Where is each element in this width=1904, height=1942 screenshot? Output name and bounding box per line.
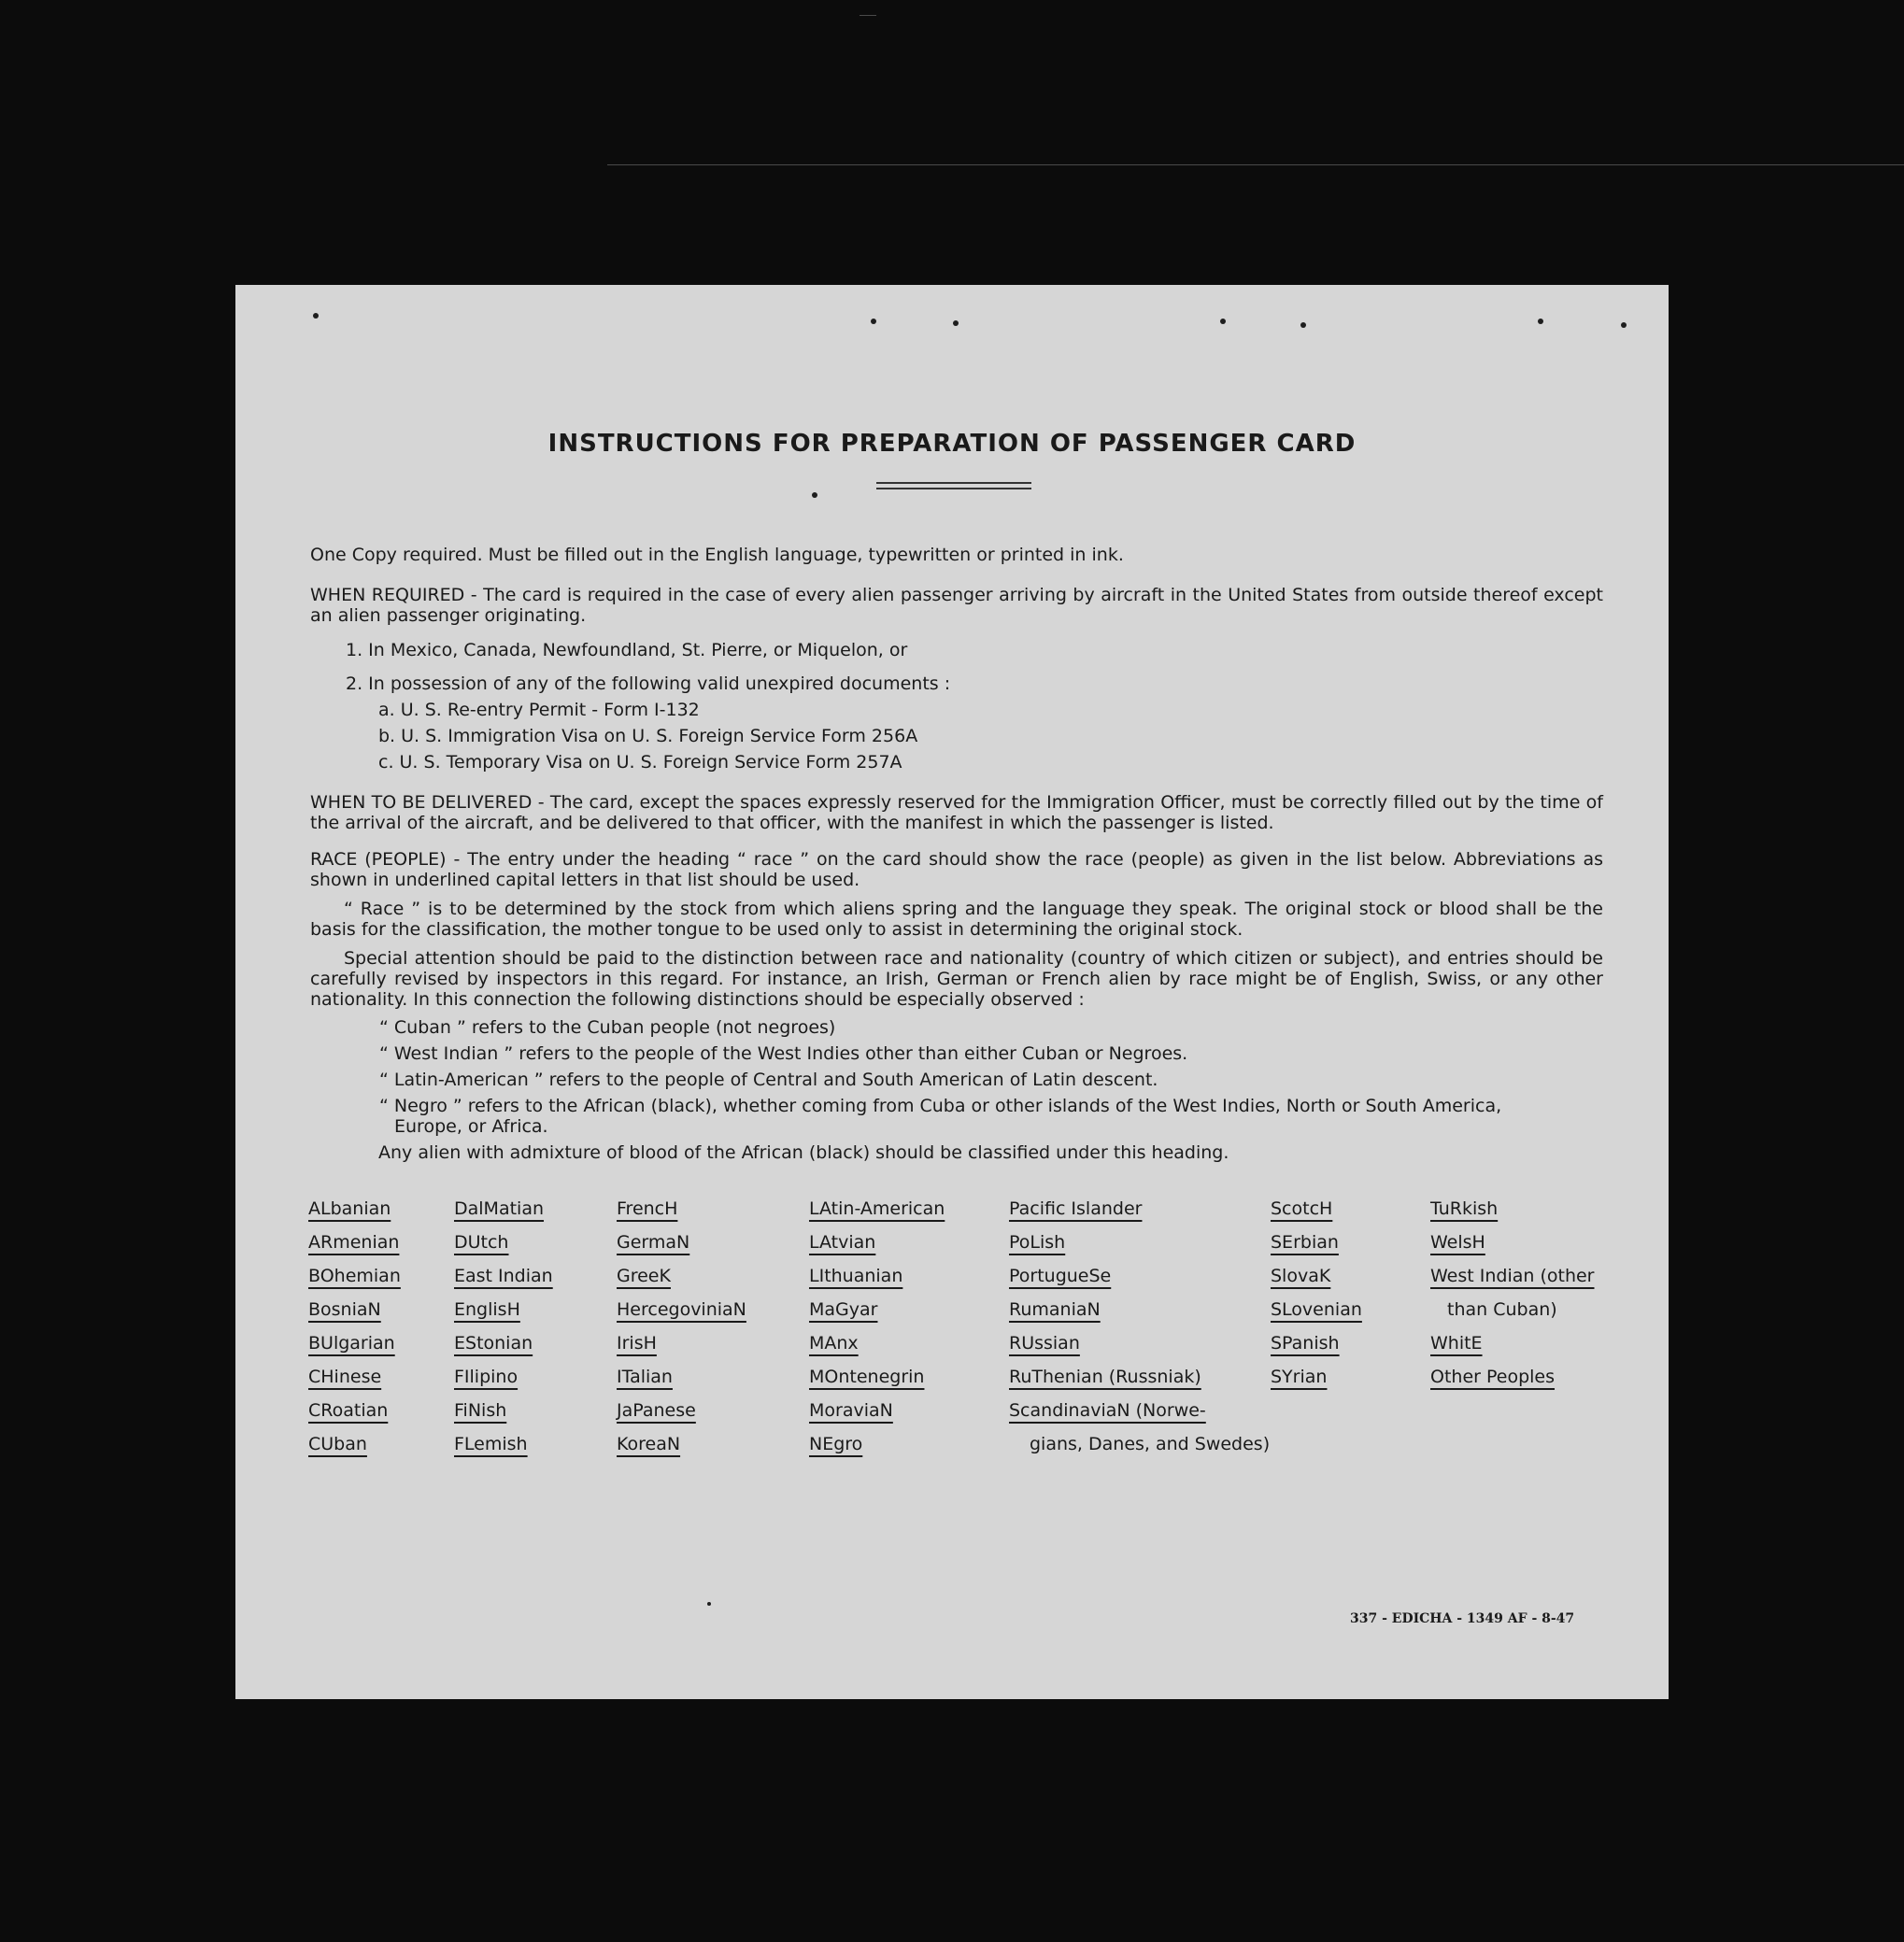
intro-text: One Copy required. Must be filled out in the English language, typewritten or printed in ink. (310, 545, 1124, 565)
speck (1220, 319, 1226, 324)
race-entry: RUssian (1009, 1333, 1080, 1354)
race-entry: MOntenegrin (809, 1367, 925, 1387)
race-entry: GermaN (617, 1232, 690, 1253)
race-entry: KoreaN (617, 1434, 681, 1454)
race-entry: MoraviaN (809, 1400, 893, 1421)
race-entry: Pacific Islander (1009, 1198, 1143, 1219)
race-entry: FiNish (454, 1400, 507, 1421)
race-entry: MAnx (809, 1333, 859, 1354)
race-entry: West Indian (other (1430, 1266, 1595, 1286)
distinction-negro: “ Negro ” refers to the African (black), whether coming from Cuba or other islands of the West Indies, North or South America, (379, 1096, 1502, 1116)
race-entry: ITalian (617, 1367, 673, 1387)
passenger-card-instructions (235, 285, 1669, 1699)
race-entry: EnglisH (454, 1299, 520, 1320)
race-paragraph-2: “ Race ” is to be determined by the stock from which aliens spring and the language they speak. The original stock or blood shall be the basis for the classification, the mother tongue to be used only to assist in determining the original stock. (310, 899, 1603, 940)
race-entry: WhitE (1430, 1333, 1483, 1354)
race-entry: PortugueSe (1009, 1266, 1112, 1286)
distinction-latin-american: “ Latin-American ” refers to the people of Central and South American of Latin descent. (379, 1070, 1158, 1090)
race-entry: HercegoviniaN (617, 1299, 746, 1320)
when-required-text: WHEN REQUIRED - The card is required in the case of every alien passenger arriving by aircraft in the United States from outside thereof except an alien passenger originating. (310, 585, 1603, 626)
race-entry: FrencH (617, 1198, 678, 1219)
speck (1621, 322, 1627, 328)
title-rule (876, 488, 1031, 489)
race-entry: LIthuanian (809, 1266, 903, 1286)
race-entry: GreeK (617, 1266, 671, 1286)
race-entry: BUlgarian (308, 1333, 395, 1354)
race-entry: WelsH (1430, 1232, 1485, 1253)
race-entry: TuRkish (1430, 1198, 1499, 1219)
race-entry: ScotcH (1271, 1198, 1333, 1219)
form-number-footer: 337 - EDICHA - 1349 AF - 8-47 (1350, 1611, 1575, 1626)
admixture-text: Any alien with admixture of blood of the African (black) should be classified under this heading. (378, 1142, 1229, 1163)
title-rule (876, 482, 1031, 484)
distinction-negro-continued: Europe, or Africa. (394, 1116, 548, 1137)
race-entry: ScandinaviaN (Norwe- (1009, 1400, 1206, 1421)
race-entry: East Indian (454, 1266, 553, 1286)
race-paragraph-1: RACE (PEOPLE) - The entry under the heading “ race ” on the card should show the race (people) as given in the list below. Abbreviations as shown in underlined capital letters in that list should be used. (310, 849, 1603, 890)
race-entry-continued: than Cuban) (1447, 1299, 1557, 1320)
speck (871, 319, 876, 324)
when-required-item-1: 1. In Mexico, Canada, Newfoundland, St. Pierre, or Miquelon, or (346, 640, 908, 660)
race-entry: LAtvian (809, 1232, 876, 1253)
race-entry: ALbanian (308, 1198, 391, 1219)
document-title: INSTRUCTIONS FOR PREPARATION OF PASSENGER CARD (547, 430, 1357, 458)
when-delivered-text: WHEN TO BE DELIVERED - The card, except the spaces expressly reserved for the Immigration Officer, must be correctly filled out by the time of the arrival of the aircraft, and be delivered to that officer, with the manifest in which the passenger is listed. (310, 792, 1603, 833)
race-entry: PoLish (1009, 1232, 1066, 1253)
document-sub-c: c. U. S. Temporary Visa on U. S. Foreign Service Form 257A (378, 752, 902, 773)
race-entry: MaGyar (809, 1299, 878, 1320)
race-entry: SlovaK (1271, 1266, 1331, 1286)
speck (1538, 319, 1543, 324)
scan-artifact-line (860, 15, 876, 16)
race-entry: NEgro (809, 1434, 863, 1454)
race-entry: DalMatian (454, 1198, 545, 1219)
race-entry: SPanish (1271, 1333, 1340, 1354)
race-entry: FLemish (454, 1434, 528, 1454)
race-entry: LAtin-American (809, 1198, 945, 1219)
race-entry: SYrian (1271, 1367, 1328, 1387)
race-entry: FIlipino (454, 1367, 519, 1387)
distinction-west-indian: “ West Indian ” refers to the people of the West Indies other than either Cuban or Negroes. (379, 1043, 1188, 1064)
race-entry: CUban (308, 1434, 367, 1454)
race-entry: EStonian (454, 1333, 533, 1354)
race-entry: JaPanese (617, 1400, 696, 1421)
document-sub-a: a. U. S. Re-entry Permit - Form I-132 (378, 700, 700, 720)
speck (1300, 322, 1306, 328)
race-entry: Other Peoples (1430, 1367, 1556, 1387)
when-required-item-2: 2. In possession of any of the following valid unexpired documents : (346, 673, 951, 694)
distinction-cuban: “ Cuban ” refers to the Cuban people (not negroes) (379, 1017, 836, 1038)
race-paragraph-3: Special attention should be paid to the distinction between race and nationality (country of which citizen or subject), and entries should be carefully revised by inspectors in this regard. For instance, an Irish, German or French alien by race might be of English, Swiss, or any other nationality. In this connection the following distinctions should be especially observed : (310, 948, 1603, 1010)
race-entry: DUtch (454, 1232, 509, 1253)
document-sub-b: b. U. S. Immigration Visa on U. S. Foreign Service Form 256A (378, 726, 918, 746)
race-entry: RuThenian (Russniak) (1009, 1367, 1201, 1387)
speck (953, 320, 959, 326)
race-entry: CRoatian (308, 1400, 389, 1421)
speck (313, 313, 319, 319)
race-entry: CHinese (308, 1367, 382, 1387)
race-entry: BOhemian (308, 1266, 401, 1286)
race-entry: SLovenian (1271, 1299, 1362, 1320)
race-entry: ARmenian (308, 1232, 400, 1253)
race-entry: SErbian (1271, 1232, 1339, 1253)
scan-artifact-line (607, 164, 1904, 165)
race-entry: IrisH (617, 1333, 657, 1354)
speck (707, 1602, 711, 1606)
race-entry: BosniaN (308, 1299, 381, 1320)
race-entry-continued: gians, Danes, and Swedes) (1030, 1434, 1271, 1454)
speck (812, 492, 817, 498)
race-entry: RumaniaN (1009, 1299, 1101, 1320)
